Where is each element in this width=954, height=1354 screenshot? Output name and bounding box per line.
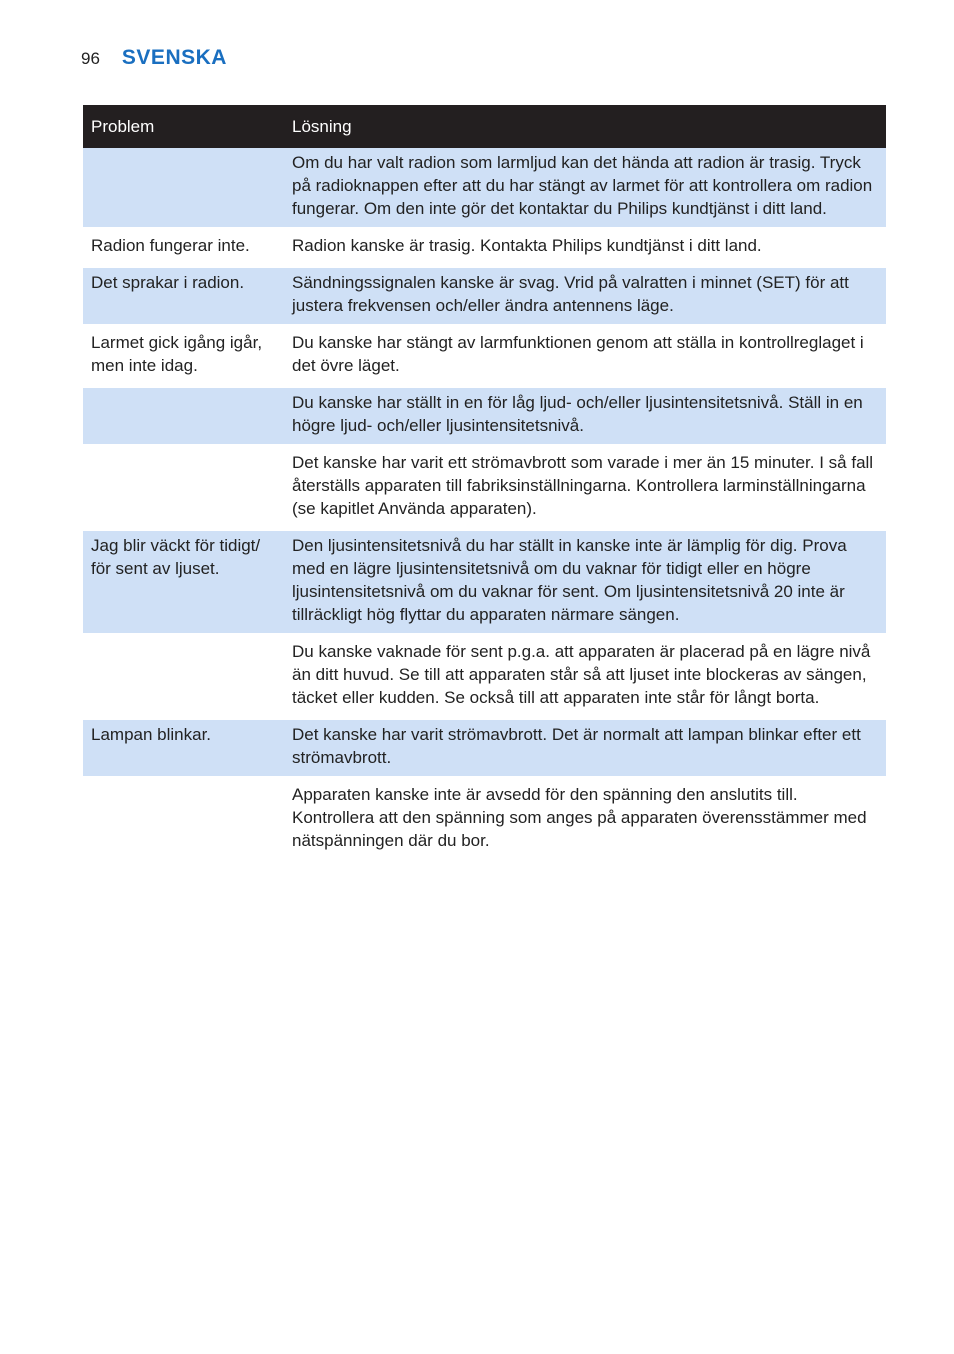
solution-cell: Den ljusintensitetsnivå du har ställt in kanske inte är lämplig för dig. Prova med en lägre ljusintensitetsnivå om du vaknar för tidigt eller en högre ljusintensitetsnivå om du vaknar för sent. Om ljusintensitetsnivå 20 inte är tillräckligt hög flyttar du apparaten närmare sängen. [284, 529, 886, 635]
table-row [83, 148, 886, 229]
section-title: SVENSKA [121, 46, 227, 69]
solution-cell: Sändningssignalen kanske är svag. Vrid på valratten i minnet (SET) för att justera frekvensen och/eller ändra antennens läge. [284, 266, 886, 326]
table-row [83, 718, 886, 778]
problem-cell [83, 386, 284, 446]
solution-cell: Du kanske har stängt av larmfunktionen genom att ställa in kontrollreglaget i det övre läget. [284, 326, 886, 386]
solution-cell: Apparaten kanske inte är avsedd för den spänning den anslutits till. Kontrollera att den spänning som anges på apparaten överensstämmer med nätspänningen där du bor. [284, 778, 886, 859]
table-row [83, 529, 886, 635]
table-row [83, 446, 886, 529]
table-row [83, 266, 886, 326]
problem-cell: Larmet gick igång igår, men inte idag. [83, 326, 284, 386]
page-header [81, 46, 227, 70]
problem-cell: Det sprakar i radion. [83, 266, 284, 326]
page-number: 96 [81, 49, 100, 68]
problem-cell [83, 148, 284, 229]
table-row [83, 635, 886, 718]
problem-cell [83, 635, 284, 718]
solution-cell: Det kanske har varit ett strömavbrott som varade i mer än 15 minuter. I så fall återställs apparaten till fabriksinställningarna. Kontrollera larminställningarna (se kapitlet Använda apparaten). [284, 446, 886, 529]
table-row [83, 778, 886, 859]
troubleshooting-table [83, 105, 886, 859]
table-row [83, 326, 886, 386]
table-row [83, 229, 886, 266]
problem-cell [83, 778, 284, 859]
problem-cell: Lampan blinkar. [83, 718, 284, 778]
solution-cell: Om du har valt radion som larmljud kan det hända att radion är trasig. Tryck på radioknappen efter att du har stängt av larmet för att kontrollera om radion fungerar. Om den inte gör det kontaktar du Philips kundtjänst i ditt land. [284, 148, 886, 229]
header-problem: Problem [83, 105, 284, 148]
solution-cell: Du kanske har ställt in en för låg ljud- och/eller ljusintensitetsnivå. Ställ in en högre ljud- och/eller ljusintensitetsnivå. [284, 386, 886, 446]
table-row [83, 386, 886, 446]
table-header-row [83, 105, 886, 148]
solution-cell: Det kanske har varit strömavbrott. Det är normalt att lampan blinkar efter ett strömavbrott. [284, 718, 886, 778]
problem-cell: Jag blir väckt för tidigt/ för sent av ljuset. [83, 529, 284, 635]
solution-cell: Radion kanske är trasig. Kontakta Philips kundtjänst i ditt land. [284, 229, 886, 266]
problem-cell [83, 446, 284, 529]
problem-cell: Radion fungerar inte. [83, 229, 284, 266]
solution-cell: Du kanske vaknade för sent p.g.a. att apparaten är placerad på en lägre nivå än ditt huvud. Se till att apparaten står så att ljuset inte blockeras av sängen, täcket eller kudden. Se också till att apparaten inte står för långt borta. [284, 635, 886, 718]
header-solution: Lösning [284, 105, 886, 148]
